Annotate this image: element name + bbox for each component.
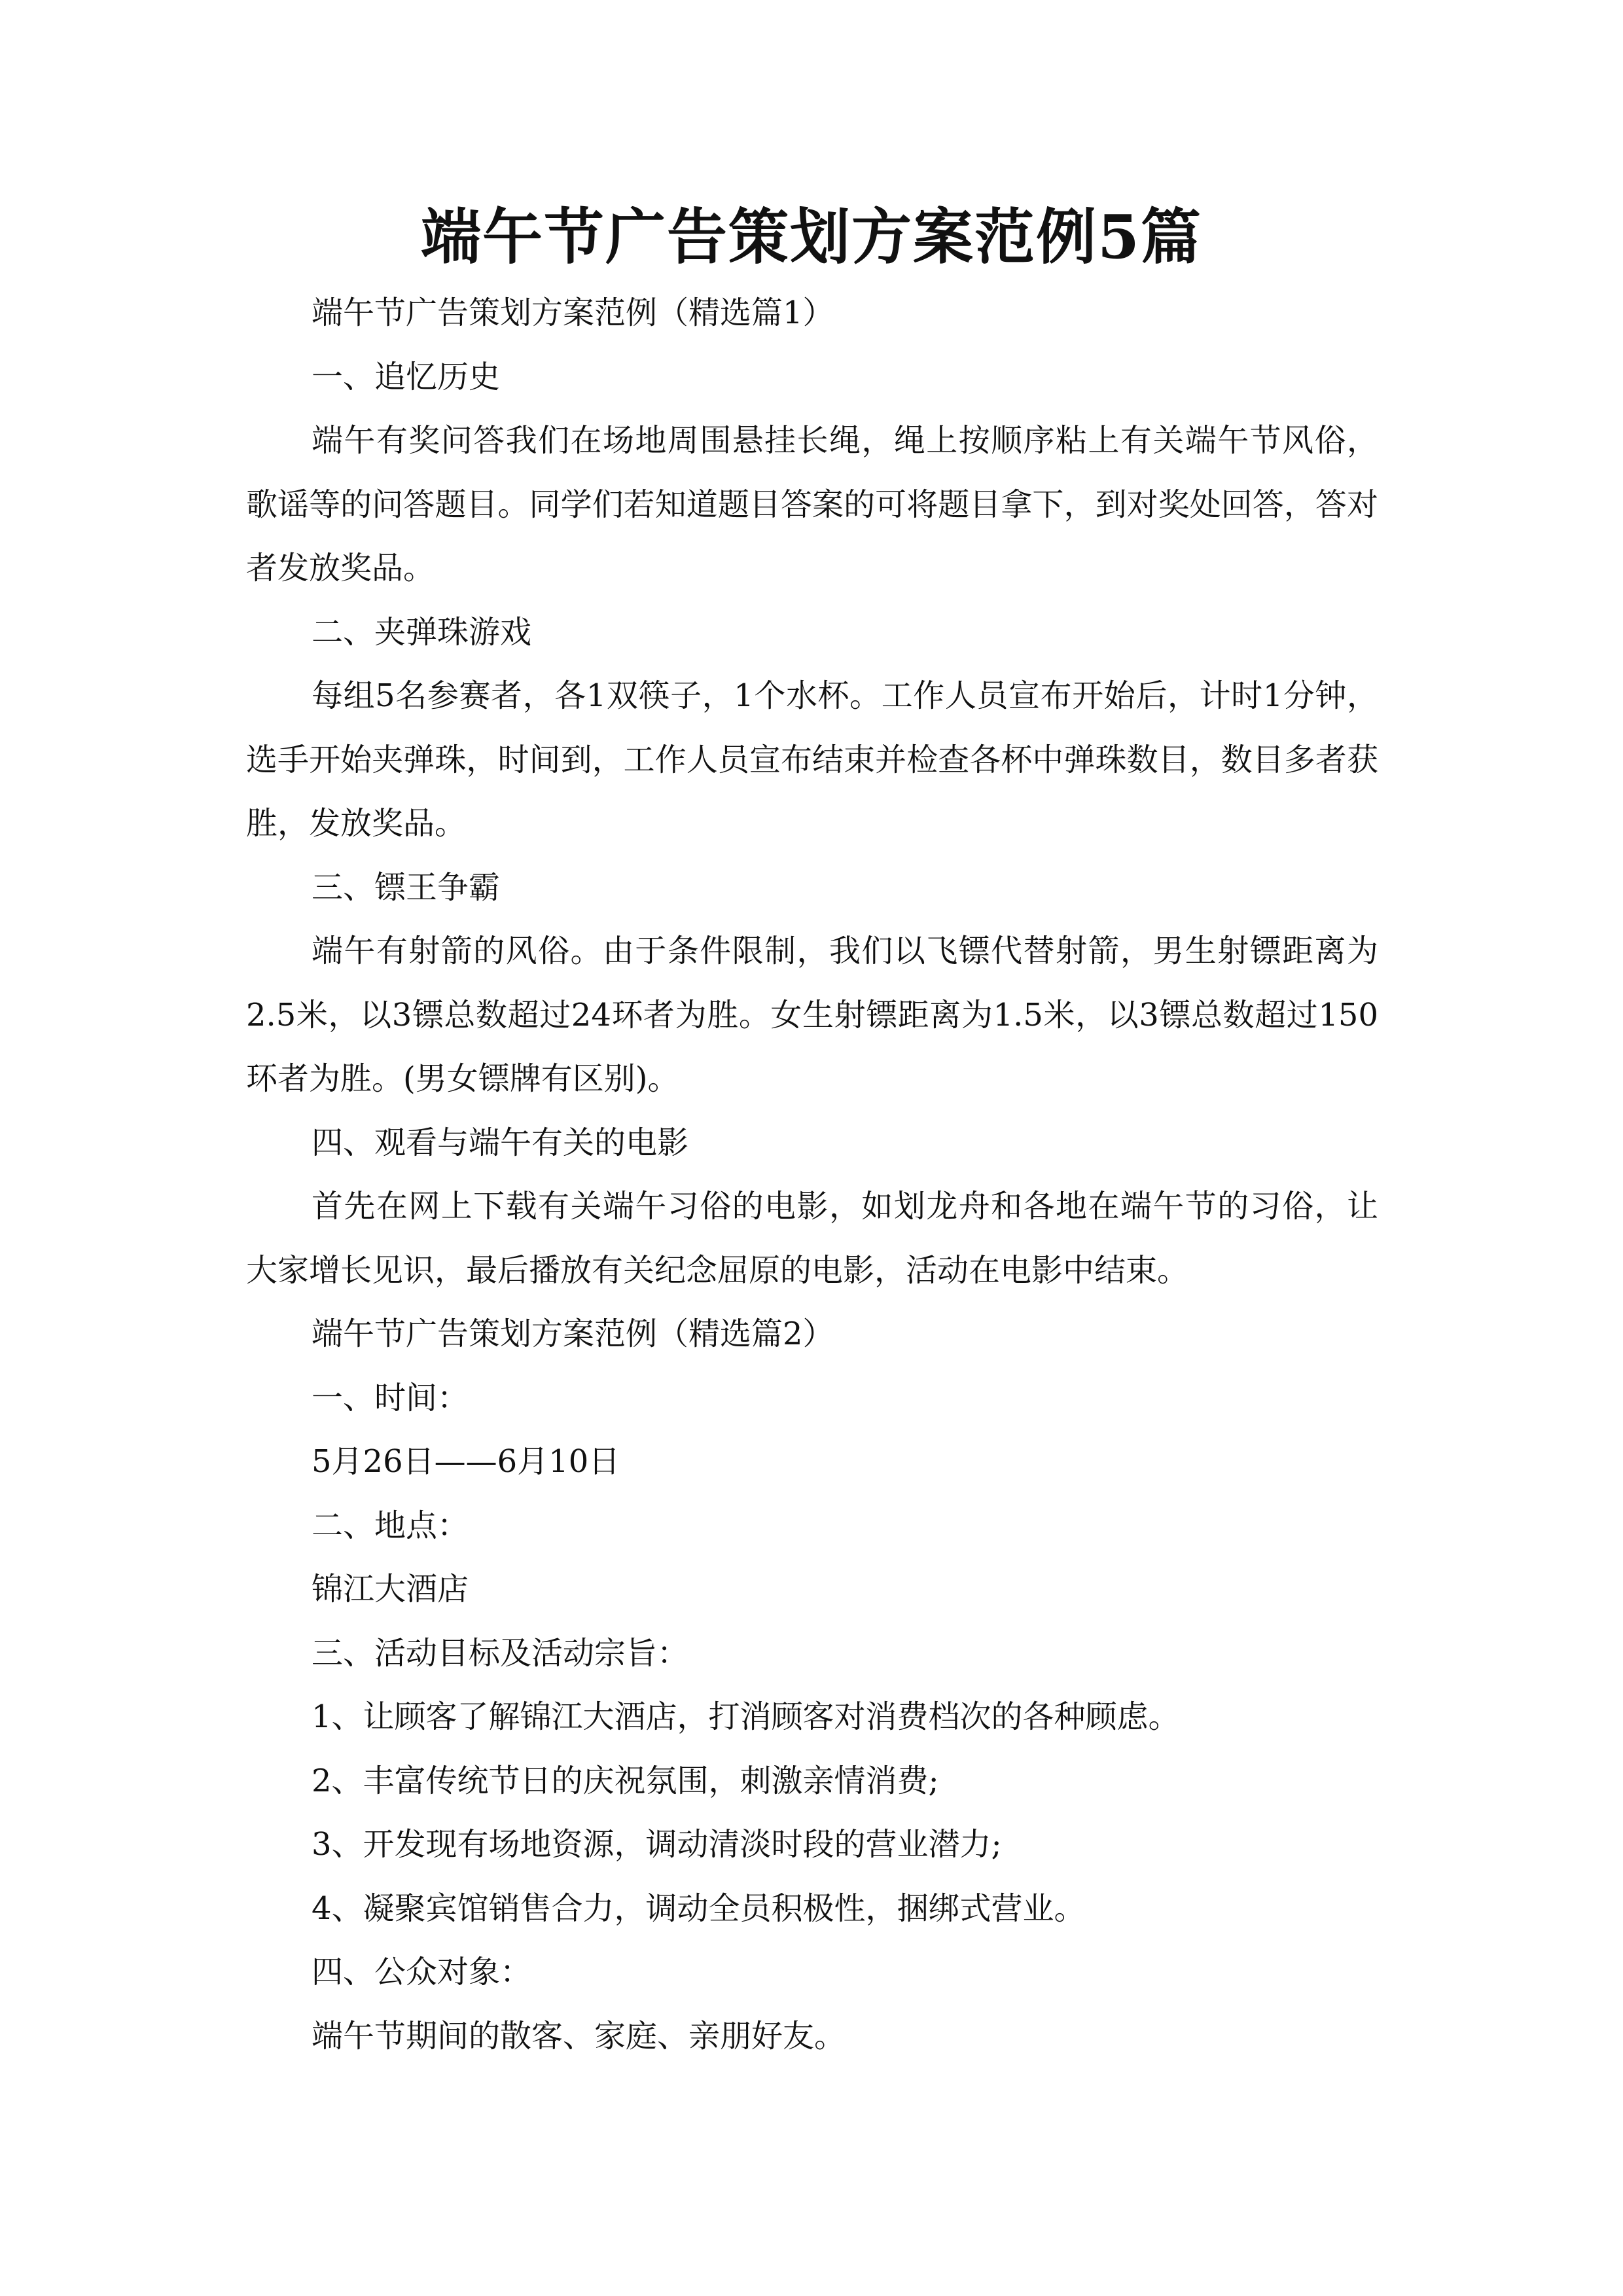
line-item: 4、凝聚宾馆销售合力，调动全员积极性，捆绑式营业。 [312, 1890, 1086, 1927]
line-item: 四、公众对象： [312, 1954, 532, 1990]
subheading: 一、追忆历史 [312, 358, 501, 395]
paragraph: 端午有射箭的风俗。由于条件限制，我们以飞镖代替射箭，男生射镖距离为2.5米，以3镖总数超过24环者为胜。女生射镖距离为1.5米，以3镖总数超过150环者为胜。(男女镖牌有区别)。 [246, 933, 1378, 1097]
document-title: 端午节广告策划方案范例5篇 [420, 202, 1202, 272]
line-item: 三、活动目标及活动宗旨： [312, 1634, 689, 1672]
line-item: 5月26日——6月10日 [312, 1443, 620, 1480]
line-item: 端午节期间的散客、家庭、亲朋好友。 [312, 2017, 846, 2054]
paragraph: 每组5名参赛者，各1双筷子，1个水杯。工作人员宣布开始后，计时1分钟，选手开始夹弹珠，时间到，工作人员宣布结束并检查各杯中弹珠数目，数目多者获胜，发放奖品。 [246, 677, 1378, 842]
document-body [246, 281, 1378, 2068]
subheading: 四、观看与端午有关的电影 [312, 1124, 689, 1161]
paragraph: 端午有奖问答我们在场地周围悬挂长绳，绳上按顺序粘上有关端午节风俗，歌谣等的问答题目。同学们若知道题目答案的可将题目拿下，到对奖处回答，答对者发放奖品。 [246, 422, 1378, 586]
subheading: 二、夹弹珠游戏 [312, 613, 532, 651]
paragraph: 首先在网上下载有关端午习俗的电影，如划龙舟和各地在端午节的习俗，让大家增长见识，最后播放有关纪念屈原的电影，活动在电影中结束。 [246, 1188, 1378, 1289]
line-item: 2、丰富传统节日的庆祝氛围，刺激亲情消费; [312, 1762, 939, 1799]
section-heading: 端午节广告策划方案范例（精选篇1） [312, 295, 834, 331]
line-item: 一、时间： [312, 1379, 469, 1416]
line-item: 3、开发现有场地资源，调动清淡时段的营业潜力; [312, 1826, 1002, 1863]
line-item: 二、地点： [312, 1507, 469, 1544]
section-heading: 端午节广告策划方案范例（精选篇2） [312, 1316, 834, 1352]
line-item: 锦江大酒店 [312, 1571, 469, 1607]
subheading: 三、镖王争霸 [312, 869, 501, 906]
line-item: 1、让顾客了解锦江大酒店，打消顾客对消费档次的各种顾虑。 [312, 1698, 1180, 1735]
